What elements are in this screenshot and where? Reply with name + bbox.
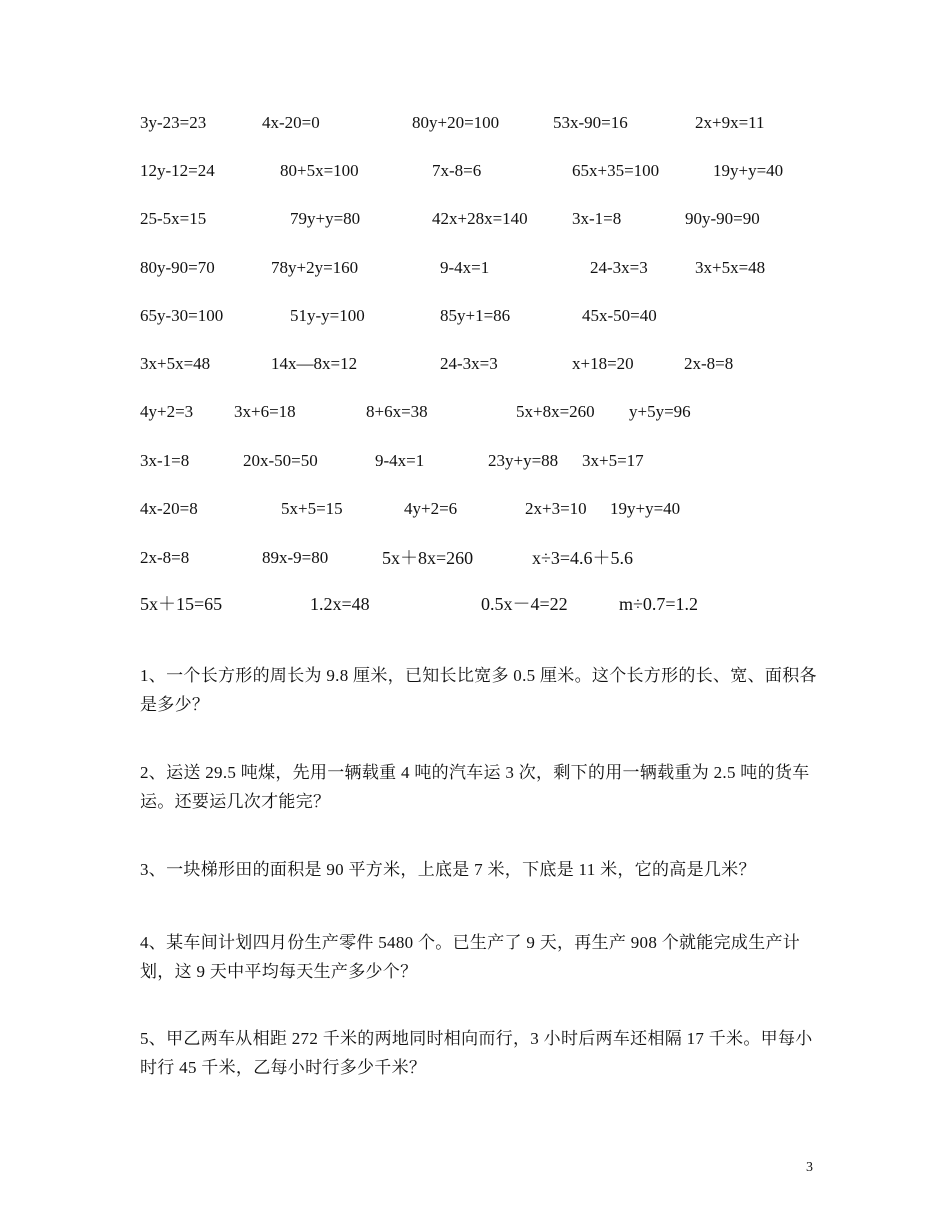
equation: 3x+6=18 bbox=[234, 402, 296, 421]
equation: 80y-90=70 bbox=[140, 258, 215, 277]
equation-row bbox=[0, 208, 950, 238]
equation: 90y-90=90 bbox=[685, 209, 760, 228]
equation: 89x-9=80 bbox=[262, 548, 329, 567]
equation: 2x+3=10 bbox=[525, 499, 587, 518]
equation: 24-3x=3 bbox=[440, 354, 498, 373]
equation: 24-3x=3 bbox=[590, 258, 648, 277]
equation: 5x＋8x=260 bbox=[382, 548, 474, 568]
equation: 5x+5=15 bbox=[281, 499, 343, 518]
equation: 23y+y=88 bbox=[488, 451, 559, 470]
word-problem: 1、一个长方形的周长为 9.8 厘米，已知长比宽多 0.5 厘米。这个长方形的长、宽、面积各是多少？ bbox=[140, 666, 817, 714]
equation: 7x-8=6 bbox=[432, 161, 482, 180]
equation: 78y+2y=160 bbox=[271, 258, 359, 277]
equation: 2x-8=8 bbox=[140, 548, 190, 567]
equation: 3y-23=23 bbox=[140, 113, 207, 132]
word-problem: 3、一块梯形田的面积是 90 平方米，上底是 7 米，下底是 11 米，它的高是几米？ bbox=[140, 860, 756, 879]
equation: 42x+28x=140 bbox=[432, 209, 528, 228]
equation: 19y+y=40 bbox=[713, 161, 784, 180]
word-problem: 4、某车间计划四月份生产零件 5480 个。已生产了 9 天，再生产 908 个就能完成生产计划，这 9 天中平均每天生产多少个？ bbox=[140, 933, 801, 981]
equation: 45x-50=40 bbox=[582, 306, 657, 325]
equation: m÷0.7=1.2 bbox=[619, 594, 699, 614]
equation: 4x-20=0 bbox=[262, 113, 320, 132]
equation: x+18=20 bbox=[572, 354, 634, 373]
equation: 0.5x－4=22 bbox=[481, 594, 568, 614]
equation: 53x-90=16 bbox=[553, 113, 628, 132]
equation-row bbox=[0, 160, 950, 190]
word-problem: 2、运送 29.5 吨煤，先用一辆载重 4 吨的汽车运 3 次，剩下的用一辆载重为 2.5 吨的货车运。还要运几次才能完？ bbox=[140, 763, 810, 811]
equation: 79y+y=80 bbox=[290, 209, 361, 228]
equation-row bbox=[0, 257, 950, 287]
equation-row bbox=[0, 547, 950, 577]
equation-row bbox=[0, 450, 950, 480]
equation: 3x+5=17 bbox=[582, 451, 644, 470]
equation: 4x-20=8 bbox=[140, 499, 198, 518]
equation: 4y+2=6 bbox=[404, 499, 458, 518]
equation: 80y+20=100 bbox=[412, 113, 500, 132]
equation: 80+5x=100 bbox=[280, 161, 359, 180]
equation: 3x+5x=48 bbox=[695, 258, 766, 277]
equation: 9-4x=1 bbox=[375, 451, 425, 470]
equation: 5x+8x=260 bbox=[516, 402, 595, 421]
equation-row bbox=[0, 498, 950, 528]
page-number: 3 bbox=[806, 1160, 813, 1175]
equation-row bbox=[0, 593, 950, 623]
equation: 2x+9x=11 bbox=[695, 113, 765, 132]
equation: 9-4x=1 bbox=[440, 258, 490, 277]
equation: 12y-12=24 bbox=[140, 161, 215, 180]
equation: 51y-y=100 bbox=[290, 306, 365, 325]
equation: 65x+35=100 bbox=[572, 161, 660, 180]
equation: 85y+1=86 bbox=[440, 306, 511, 325]
equation: 25-5x=15 bbox=[140, 209, 207, 228]
equation: 2x-8=8 bbox=[684, 354, 734, 373]
equation: 4y+2=3 bbox=[140, 402, 194, 421]
equation: 3x+5x=48 bbox=[140, 354, 211, 373]
equation: 3x-1=8 bbox=[572, 209, 622, 228]
equation: 20x-50=50 bbox=[243, 451, 318, 470]
equation: 5x＋15=65 bbox=[140, 594, 223, 614]
equation: y+5y=96 bbox=[629, 402, 691, 421]
equation-row bbox=[0, 353, 950, 383]
equation-row bbox=[0, 401, 950, 431]
equation-row bbox=[0, 112, 950, 142]
equation: 19y+y=40 bbox=[610, 499, 681, 518]
equation: 65y-30=100 bbox=[140, 306, 224, 325]
equation: 3x-1=8 bbox=[140, 451, 190, 470]
word-problem: 5、甲乙两车从相距 272 千米的两地同时相向而行，3 小时后两车还相隔 17 千米。甲每小时行 45 千米，乙每小时行多少千米？ bbox=[140, 1029, 813, 1077]
equation: 14x—8x=12 bbox=[271, 354, 358, 373]
equation: x÷3=4.6＋5.6 bbox=[532, 548, 634, 568]
equation: 1.2x=48 bbox=[310, 594, 370, 614]
equation: 8+6x=38 bbox=[366, 402, 428, 421]
equation-row bbox=[0, 305, 950, 335]
